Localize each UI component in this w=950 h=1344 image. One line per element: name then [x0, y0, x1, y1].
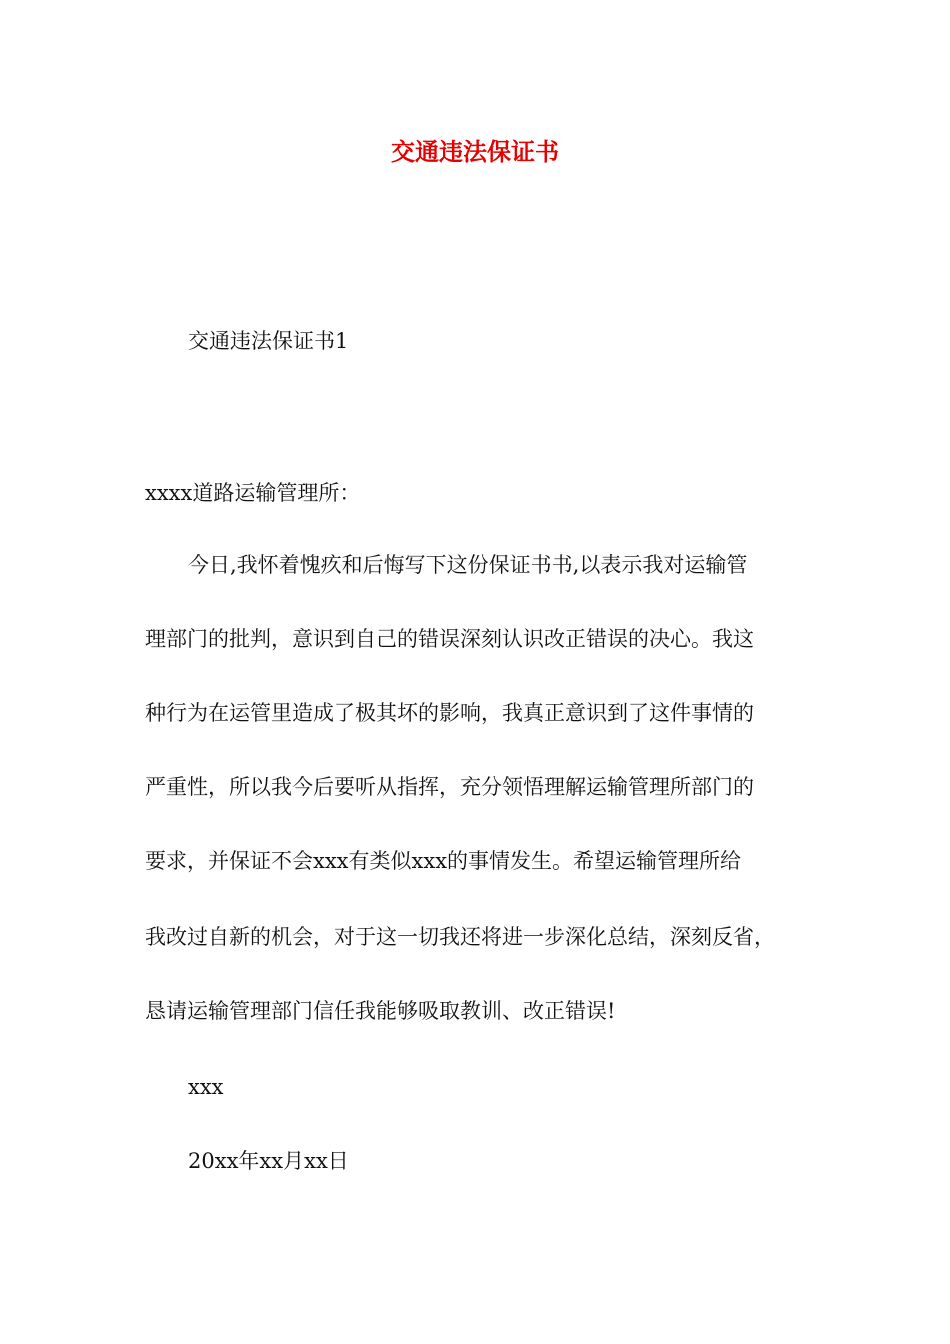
body-line-1: 今日,我怀着愧疚和后悔写下这份保证书书,以表示我对运输管: [188, 553, 748, 577]
body-line-2: 理部门的批判，意识到自己的错误深刻认识改正错误的决心。我这: [145, 627, 754, 651]
body-line-3: 种行为在运管里造成了极其坏的影响，我真正意识到了这件事情的: [145, 701, 754, 725]
signature: xxx: [188, 1075, 224, 1099]
salutation: xxxx道路运输管理所：: [145, 481, 361, 505]
body-line-6: 我改过自新的机会，对于这一切我还将进一步深化总结，深刻反省，: [145, 925, 775, 949]
body-line-5: 要求，并保证不会xxx有类似xxx的事情发生。希望运输管理所给: [145, 849, 742, 873]
section-heading: 交通违法保证书1: [188, 329, 349, 353]
date: 20xx年xx月xx日: [188, 1149, 349, 1173]
document-title: 交通违法保证书: [391, 137, 559, 166]
body-line-4: 严重性，所以我今后要听从指挥，充分领悟理解运输管理所部门的: [145, 775, 754, 799]
body-line-7: 恳请运输管理部门信任我能够吸取教训、改正错误!: [145, 999, 616, 1023]
